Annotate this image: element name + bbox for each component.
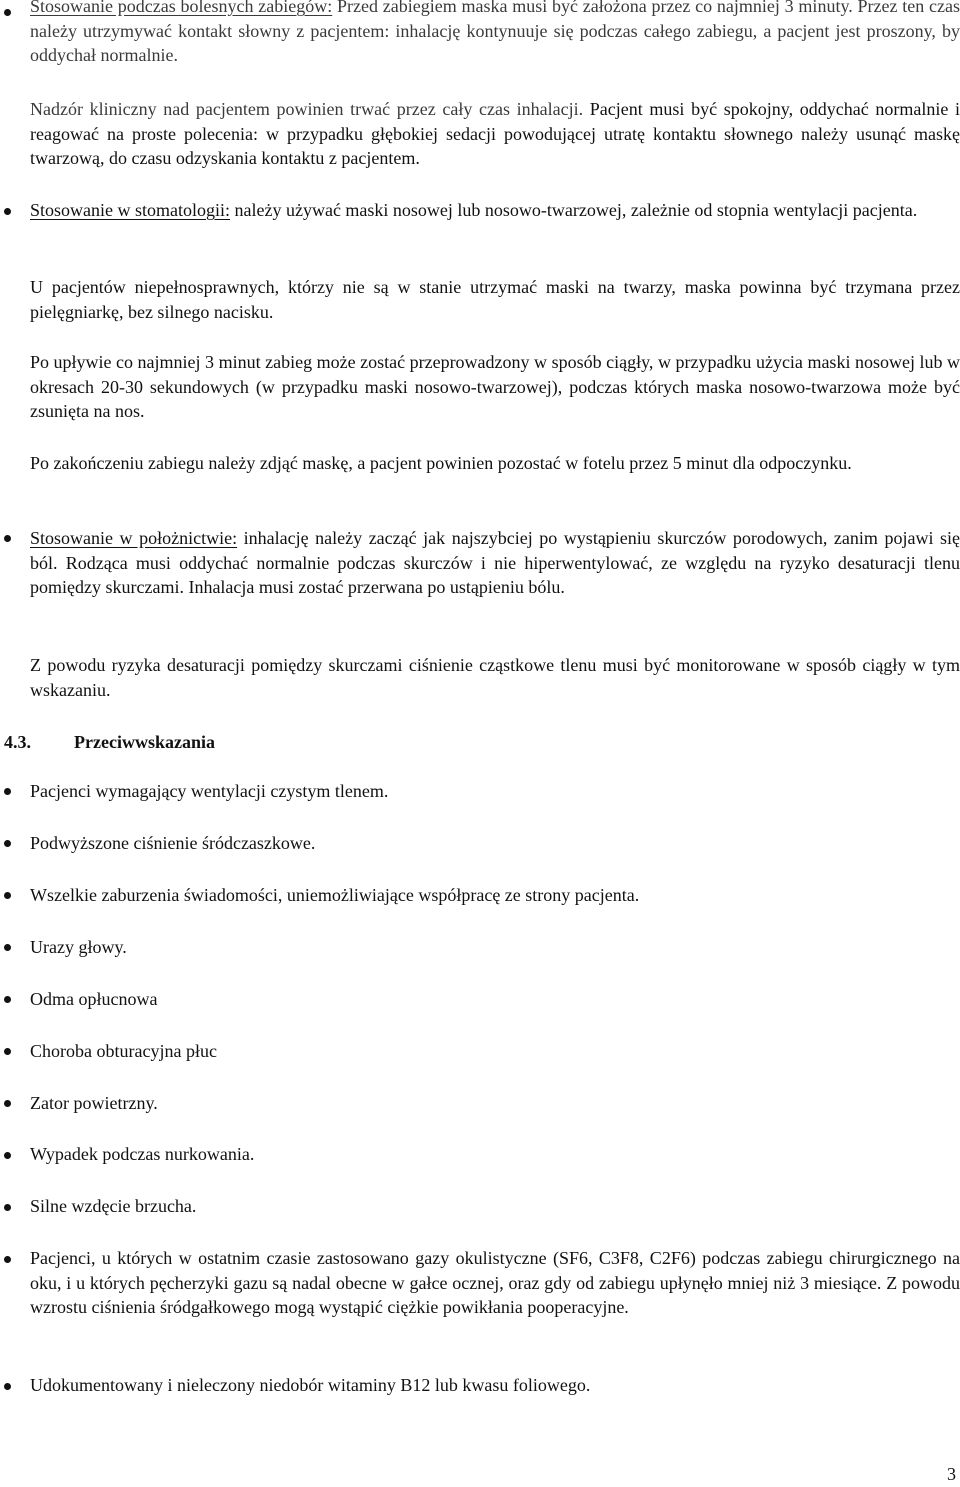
bullet-head: Stosowanie w położnictwie: <box>30 528 238 548</box>
bullet-body: należy używać maski nosowej lub nosowo-twarzowej, zależnie od stopnia wentylacji pacjenta. <box>230 200 918 220</box>
list-item: Choroba obturacyjna płuc <box>30 1041 217 1061</box>
section-title: Przeciwwskazania <box>74 732 215 752</box>
bullet-icon <box>4 1048 11 1055</box>
bullet-body: Przed zabiegiem maska musi być założona przez co najmniej 3 minuty. Przez ten czas należy utrzymywać kontakt słowny z pacjentem: inhalację kontynuuje się podczas całego zabiegu, a pacjent jest proszony, by oddychał normalnie. <box>30 0 960 66</box>
bullet-dentistry <box>30 198 960 223</box>
list-item: Urazy głowy. <box>30 937 127 957</box>
bullet-icon <box>4 1256 11 1263</box>
list-item: Udokumentowany i nieleczony niedobór witaminy B12 lub kwasu foliowego. <box>30 1375 591 1395</box>
bullet-painful-procedures <box>30 0 960 68</box>
bullet-icon <box>4 892 11 899</box>
bullet-head: Stosowanie w stomatologii: <box>30 200 230 220</box>
bullet-head: Stosowanie podczas bolesnych zabiegów: <box>30 0 333 16</box>
bullet-icon <box>4 996 11 1003</box>
list-item: Silne wzdęcie brzucha. <box>30 1196 197 1216</box>
list-item: Podwyższone ciśnienie śródczaszkowe. <box>30 833 316 853</box>
list-item: Wszelkie zaburzenia świadomości, uniemożliwiające współpracę ze strony pacjenta. <box>30 885 640 905</box>
bullet-icon <box>4 535 11 542</box>
bullet-icon <box>4 788 11 795</box>
paragraph-after-3-minutes: Po upływie co najmniej 3 minut zabieg może zostać przeprowadzony w sposób ciągły, w przypadku użycia maski nosowej lub w okresach 20-30 sekundowych (w przypadku maski nosowo-twarzowej), podczas których maska nosowo-twarzowa może być zsunięta na nos. <box>30 352 960 422</box>
section-heading <box>4 730 215 755</box>
section-number: 4.3. <box>4 732 31 752</box>
bullet-icon <box>4 1100 11 1107</box>
bullet-obstetrics <box>30 526 960 600</box>
bullet-icon <box>4 1152 11 1159</box>
list-item: Wypadek podczas nurkowania. <box>30 1144 255 1164</box>
list-item: Pacjenci, u których w ostatnim czasie zastosowano gazy okulistyczne (SF6, C3F8, C2F6) podczas zabiegu chirurgicznego na oku, i u których pęcherzyki gazu są nadal obecne w gałce ocznej, oraz gdy od zabiegu upłynęło mniej niż 3 miesiące. Z powodu wzrostu ciśnienia śródgałkowego mogą wystąpić ciężkie powikłania pooperacyjne. <box>30 1248 960 1318</box>
bullet-icon <box>4 1204 11 1211</box>
para-part-a: Nadzór kliniczny nad pacjentem powinien trwać przez cały czas inhalacji. <box>30 99 584 119</box>
paragraph-disabled-patients: U pacjentów niepełnosprawnych, którzy nie są w stanie utrzymać maski na twarzy, maska powinna być trzymana przez pielęgniarkę, bez silnego nacisku. <box>30 277 960 322</box>
list-item: Pacjenci wymagający wentylacji czystym tlenem. <box>30 781 389 801</box>
bullet-icon <box>4 9 11 16</box>
bullet-icon <box>4 208 11 215</box>
bullet-icon <box>4 1383 11 1390</box>
para-part-b: Pacjent musi być spokojny, oddychać normalnie i reagować na proste polecenia: w przypadku głębokiej sedacji powodującej utratę kontaktu słownego należy usunąć maskę twarzową, do czasu odzyskania kontaktu z pacjentem. <box>30 99 960 169</box>
list-item: Odma opłucnowa <box>30 989 158 1009</box>
bullet-body: inhalację należy zacząć jak najszybciej po wystąpieniu skurczów porodowych, zanim pojawi się ból. Rodząca musi oddychać normalnie podczas skurczów i nie hiperwentylować, ze względu na ryzyko desaturacji tlenu pomiędzy skurczami. Inhalacja musi zostać przerwana po ustąpieniu bólu. <box>30 528 960 598</box>
page-number: 3 <box>947 1464 956 1484</box>
paragraph-desaturation: Z powodu ryzyka desaturacji pomiędzy skurczami ciśnienie cząstkowe tlenu musi być monitorowane w sposób ciągły w tym wskazaniu. <box>30 655 960 700</box>
bullet-icon <box>4 840 11 847</box>
bullet-icon <box>4 944 11 951</box>
list-item: Zator powietrzny. <box>30 1093 158 1113</box>
paragraph-end-of-procedure: Po zakończeniu zabiegu należy zdjąć maskę, a pacjent powinien pozostać w fotelu przez 5 minut dla odpoczynku. <box>30 453 852 473</box>
paragraph-clinical-supervision <box>30 97 960 171</box>
